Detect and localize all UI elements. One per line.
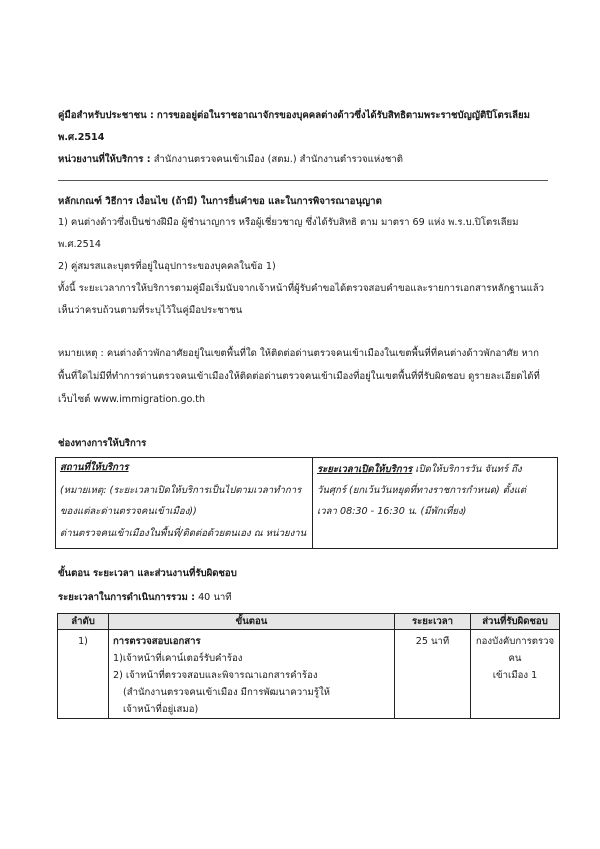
step-description — [109, 630, 395, 719]
note-line: เว็บไซต์ www.immigration.go.th — [58, 394, 206, 405]
manual-title: การขออยู่ต่อในราชอาณาจักรของบุคคลต่างด้าวซึ่งได้รับสิทธิตามพระราชบัญญัติปิโตรเลียม — [156, 110, 530, 121]
step-detail: (สำนักงานตรวจคนเข้าเมือง มีการพัฒนาความรู้ให้ — [123, 687, 330, 698]
service-hours-box — [312, 457, 558, 549]
criteria-line: พ.ศ.2514 — [58, 239, 101, 250]
column-header: ระยะเวลา — [395, 614, 471, 630]
column-header: ส่วนที่รับผิดชอบ — [471, 614, 560, 630]
manual-label: คู่มือสำหรับประชาชน : — [58, 110, 154, 121]
service-place-note: ของแต่ละด่านตรวจคนเข้าเมือง)) — [60, 506, 197, 517]
manual-title-line2: พ.ศ.2514 — [58, 132, 105, 143]
step-department-line: กองบังคับการตรวจคน — [475, 636, 555, 664]
step-detail: 1)เจ้าหน้าที่เคาน์เตอร์รับคำร้อง — [113, 653, 243, 664]
service-place-note: (หมายเหตุ: (ระยะเวลาเปิดให้บริการเป็นไปตามเวลาทำการ — [60, 485, 302, 496]
divider — [58, 180, 548, 181]
step-title: การตรวจสอบเอกสาร — [113, 636, 201, 647]
table-row — [58, 630, 560, 719]
service-place-box — [55, 457, 313, 549]
service-hours-value: เปิดให้บริการวัน จันทร์ ถึง — [412, 464, 522, 475]
column-header: ลำดับ — [58, 614, 109, 630]
step-detail: 2) เจ้าหน้าที่ตรวจสอบและพิจารณาเอกสารคำร้อง — [113, 670, 318, 681]
service-hours-line: วันศุกร์ (ยกเว้นวันหยุดที่ทางราชการกำหนด) ตั้งแต่ — [317, 485, 527, 496]
note-line: หมายเหตุ : คนต่างด้าวพักอาศัยอยู่ในเขตพื้นที่ใด ให้ติดต่อด่านตรวจคนเข้าเมืองในเขตพื้นที่ที่คนต่างด้าวพักอาศัย หาก — [58, 348, 539, 359]
step-department-line: เข้าเมือง 1 — [492, 670, 538, 681]
column-header: ขั้นตอน — [109, 614, 395, 630]
service-hours-label: ระยะเวลาเปิดให้บริการ — [317, 464, 413, 475]
criteria-line: เห็นว่าครบถ้วนตามที่ระบุไว้ในคู่มือประชาชน — [58, 305, 243, 316]
total-time-value: 40 นาที — [198, 592, 232, 603]
step-time: 25 นาที — [395, 630, 471, 719]
step-number: 1) — [58, 630, 109, 719]
total-time-line — [58, 592, 232, 604]
steps-heading: ขั้นตอน ระยะเวลา และส่วนงานที่รับผิดชอบ — [58, 568, 237, 579]
step-detail: เจ้าหน้าที่อยู่เสมอ) — [123, 704, 199, 715]
channels-heading: ช่องทางการให้บริการ — [58, 438, 147, 449]
agency-label: หน่วยงานที่ให้บริการ : — [58, 154, 151, 165]
criteria-heading: หลักเกณฑ์ วิธีการ เงื่อนไข (ถ้ามี) ในการยื่นคำขอ และในการพิจารณาอนุญาต — [58, 196, 382, 207]
criteria-line: 1) คนต่างด้าวซึ่งเป็นช่างฝีมือ ผู้ชำนาญการ หรือผู้เชี่ยวชาญ ซึ่งได้รับสิทธิ ตาม มาตรา 69 แห่ง พ.ร.บ.ปิโตรเลียม — [58, 217, 519, 228]
table-header-row — [58, 614, 560, 630]
manual-title-line — [58, 110, 530, 122]
agency-line — [58, 154, 403, 166]
total-time-label: ระยะเวลาในการดำเนินการรวม : — [58, 592, 196, 603]
service-hours-line: เวลา 08:30 - 16:30 น. (มีพักเที่ยง) — [317, 506, 467, 517]
note-line: พื้นที่ใดไม่มีที่ทำการด่านตรวจคนเข้าเมืองให้ติดต่อด่านตรวจคนเข้าเมืองที่อยู่ในเขตพื้นที่ที่รับผิดชอบ ดูรายละเอียดได้ที่ — [58, 371, 540, 382]
steps-table — [57, 613, 560, 719]
agency-value: สำนักงานตรวจคนเข้าเมือง (สตม.) สำนักงานตำรวจแห่งชาติ — [153, 154, 403, 165]
criteria-line: ทั้งนี้ ระยะเวลาการให้บริการตามคู่มือเริ่มนับจากเจ้าหน้าที่ผู้รับคำขอได้ตรวจสอบคำขอและรายการเอกสารหลักฐานแล้ว — [58, 283, 545, 294]
service-place-label: สถานที่ให้บริการ — [60, 462, 129, 473]
criteria-line: 2) คู่สมรสและบุตรที่อยู่ในอุปการะของบุคคลในข้อ 1) — [58, 261, 276, 272]
service-place-value: ด่านตรวจคนเข้าเมืองในพื้นที่/ติดต่อด้วยตนเอง ณ หน่วยงาน — [60, 528, 307, 539]
step-department — [471, 630, 560, 719]
service-hours-line — [317, 464, 522, 476]
